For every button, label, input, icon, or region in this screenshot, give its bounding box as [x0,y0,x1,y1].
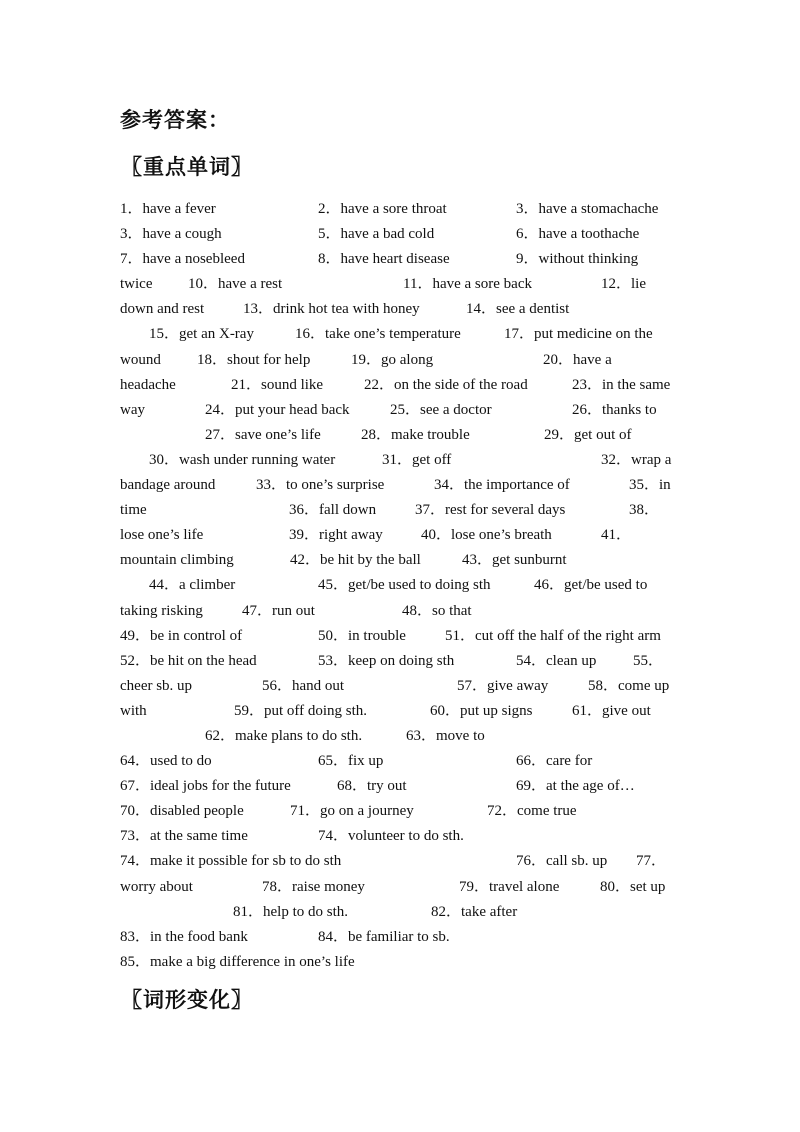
text-line [120,849,682,874]
phrase-item: 19．go along [351,351,434,368]
phrase-item: 45．get/be used to doing sth [318,577,491,594]
text-line [120,950,682,975]
phrase-item: 43．get sunburnt [462,552,567,569]
phrase-item: 3．have a cough [120,226,222,243]
text-line [120,398,682,423]
phrase-item: 72．come true [487,803,577,820]
phrase-item: 41． [601,527,632,544]
phrase-item: 38． [629,502,660,519]
text-line [120,247,682,272]
phrase-item: 8．have heart disease [318,251,450,268]
phrase-item: 46．get/be used to [534,577,648,594]
phrase-item: 27．save one’s life [205,426,321,443]
phrase-item: 71．go on a journey [290,803,414,820]
phrase-item: 12．lie [601,276,646,293]
text-line [120,423,682,448]
phrase-item: 51．cut off the half of the right arm [445,627,661,644]
phrase-item: 57．give away [457,677,549,694]
phrase-item: 58．come up [588,677,670,694]
phrase-item: 82．take after [431,903,518,920]
text-line [120,373,682,398]
text-line [120,523,682,548]
phrase-item: 55． [633,652,664,669]
phrase-item: 50．in trouble [318,627,406,644]
phrase-item: 32．wrap a [601,451,672,468]
phrase-item: 20．have a [543,351,612,368]
phrase-item: 65．fix up [318,753,384,770]
phrase-item: 77． [636,853,667,870]
text-line [120,573,682,598]
phrase-item: with [120,702,147,719]
phrase-item: 3．have a stomachache [516,201,659,217]
phrase-item: 28．make trouble [361,426,470,443]
phrase-item: time [120,502,147,519]
text-line [120,649,682,674]
phrase-item: 23．in the same [572,376,671,393]
phrase-item: 1．have a fever [120,201,216,217]
phrase-item: 2．have a sore throat [318,201,447,217]
text-line [120,348,682,373]
phrase-item: 79．travel alone [459,878,560,895]
phrase-item: 16．take one’s temperature [295,326,461,343]
text-line [120,674,682,699]
phrase-item: 5．have a bad cold [318,226,435,243]
phrase-item: bandage around [120,477,216,494]
text-line [120,272,682,297]
phrase-item: 25．see a doctor [390,401,492,418]
phrase-item: 78．raise money [262,878,365,895]
section-heading-key-words: 〖重点单词〗 [121,155,253,179]
phrase-item: 11．have a sore back [403,276,532,293]
section-heading-word-forms: 〖词形变化〗 [121,988,253,1012]
phrase-item: 26．thanks to [572,401,657,418]
phrase-item: 83．in the food bank [120,928,248,945]
text-line [120,322,682,347]
phrase-item: 56．hand out [262,677,345,694]
phrase-item: 13．drink hot tea with honey [243,301,420,318]
text-line [120,222,682,247]
phrase-item: 10．have a rest [188,276,283,293]
phrase-item: 39．right away [289,527,383,544]
phrase-item: 69．at the age of… [516,778,635,795]
phrase-item: 34．the importance of [434,477,570,494]
text-line [120,799,682,824]
phrase-item: 74．volunteer to do sth. [318,828,464,845]
phrase-item: 30．wash under running water [149,451,336,468]
phrase-item: 22．on the side of the road [364,376,528,393]
phrase-item: 44．a climber [149,577,236,594]
phrase-item: 68．try out [337,778,407,795]
phrase-item: cheer sb. up [120,677,193,694]
phrase-item: 54．clean up [516,652,597,669]
phrase-item: 74．make it possible for sb to do sth [120,853,342,870]
phrase-item: 47．run out [242,602,315,619]
text-line [120,900,682,925]
phrase-item: headache [120,376,176,393]
phrase-item: 14．see a dentist [466,301,570,318]
text-line [120,297,682,322]
phrase-item: lose one’s life [120,527,204,544]
phrase-item: 62．make plans to do sth. [205,727,363,744]
phrase-item: 70．disabled people [120,803,244,820]
phrase-item: worry about [120,878,193,895]
phrase-item: way [120,401,145,418]
phrase-item: 52．be hit on the head [120,652,257,669]
phrase-item: mountain climbing [120,552,234,569]
phrase-item: 17．put medicine on the [504,326,653,343]
phrase-item: 64．used to do [120,753,212,770]
phrase-item: 67．ideal jobs for the future [120,778,291,795]
text-line [120,548,682,573]
phrase-item: 15．get an X-ray [149,326,254,343]
phrase-item: 84．be familiar to sb. [318,928,450,945]
phrase-item: 59．put off doing sth. [234,702,368,719]
text-line [120,774,682,799]
phrase-item: 24．put your head back [205,401,350,418]
text-line [120,724,682,749]
phrase-item: 29．get out of [544,426,632,443]
text-line [120,749,682,774]
phrase-item: 63．move to [406,727,485,744]
phrase-item: wound [120,351,161,368]
text-line [120,448,682,473]
phrase-item: 49．be in control of [120,627,243,644]
text-line [120,599,682,624]
text-line [120,473,682,498]
phrase-item: 36．fall down [289,502,377,519]
text-line [120,875,682,900]
phrase-item: 31．get off [382,451,452,468]
phrase-item: 73．at the same time [120,828,248,845]
phrase-item: 53．keep on doing sth [318,652,455,669]
phrase-item: 6．have a toothache [516,226,640,243]
text-line [120,699,682,724]
phrase-item: down and rest [120,301,205,318]
phrase-item: 42．be hit by the ball [290,552,421,569]
phrase-item: 18．shout for help [197,351,311,368]
text-line [120,498,682,523]
phrase-item: 61．give out [572,702,651,719]
phrase-item: 33．to one’s surprise [256,477,385,494]
phrase-item: 9．without thinking [516,251,639,268]
text-line [120,824,682,849]
text-line [120,925,682,950]
phrase-item: 80．set up [600,878,666,895]
phrase-item: 66．care for [516,753,593,770]
phrase-list [120,197,682,975]
answer-title: 参考答案： [120,108,230,132]
phrase-item: taking risking [120,602,203,619]
phrase-item: 76．call sb. up [516,853,608,870]
phrase-item: 37．rest for several days [415,502,566,519]
text-line [120,197,682,222]
phrase-item: 35．in [629,477,671,494]
phrase-item: 7．have a nosebleed [120,251,245,268]
phrase-item: twice [120,276,153,293]
phrase-item: 81．help to do sth. [233,903,348,920]
phrase-item: 85．make a big difference in one’s life [120,953,355,970]
phrase-item: 40．lose one’s breath [421,527,552,544]
phrase-item: 60．put up signs [430,702,533,719]
phrase-item: 48．so that [402,602,472,619]
text-line [120,624,682,649]
phrase-item: 21．sound like [231,376,324,393]
